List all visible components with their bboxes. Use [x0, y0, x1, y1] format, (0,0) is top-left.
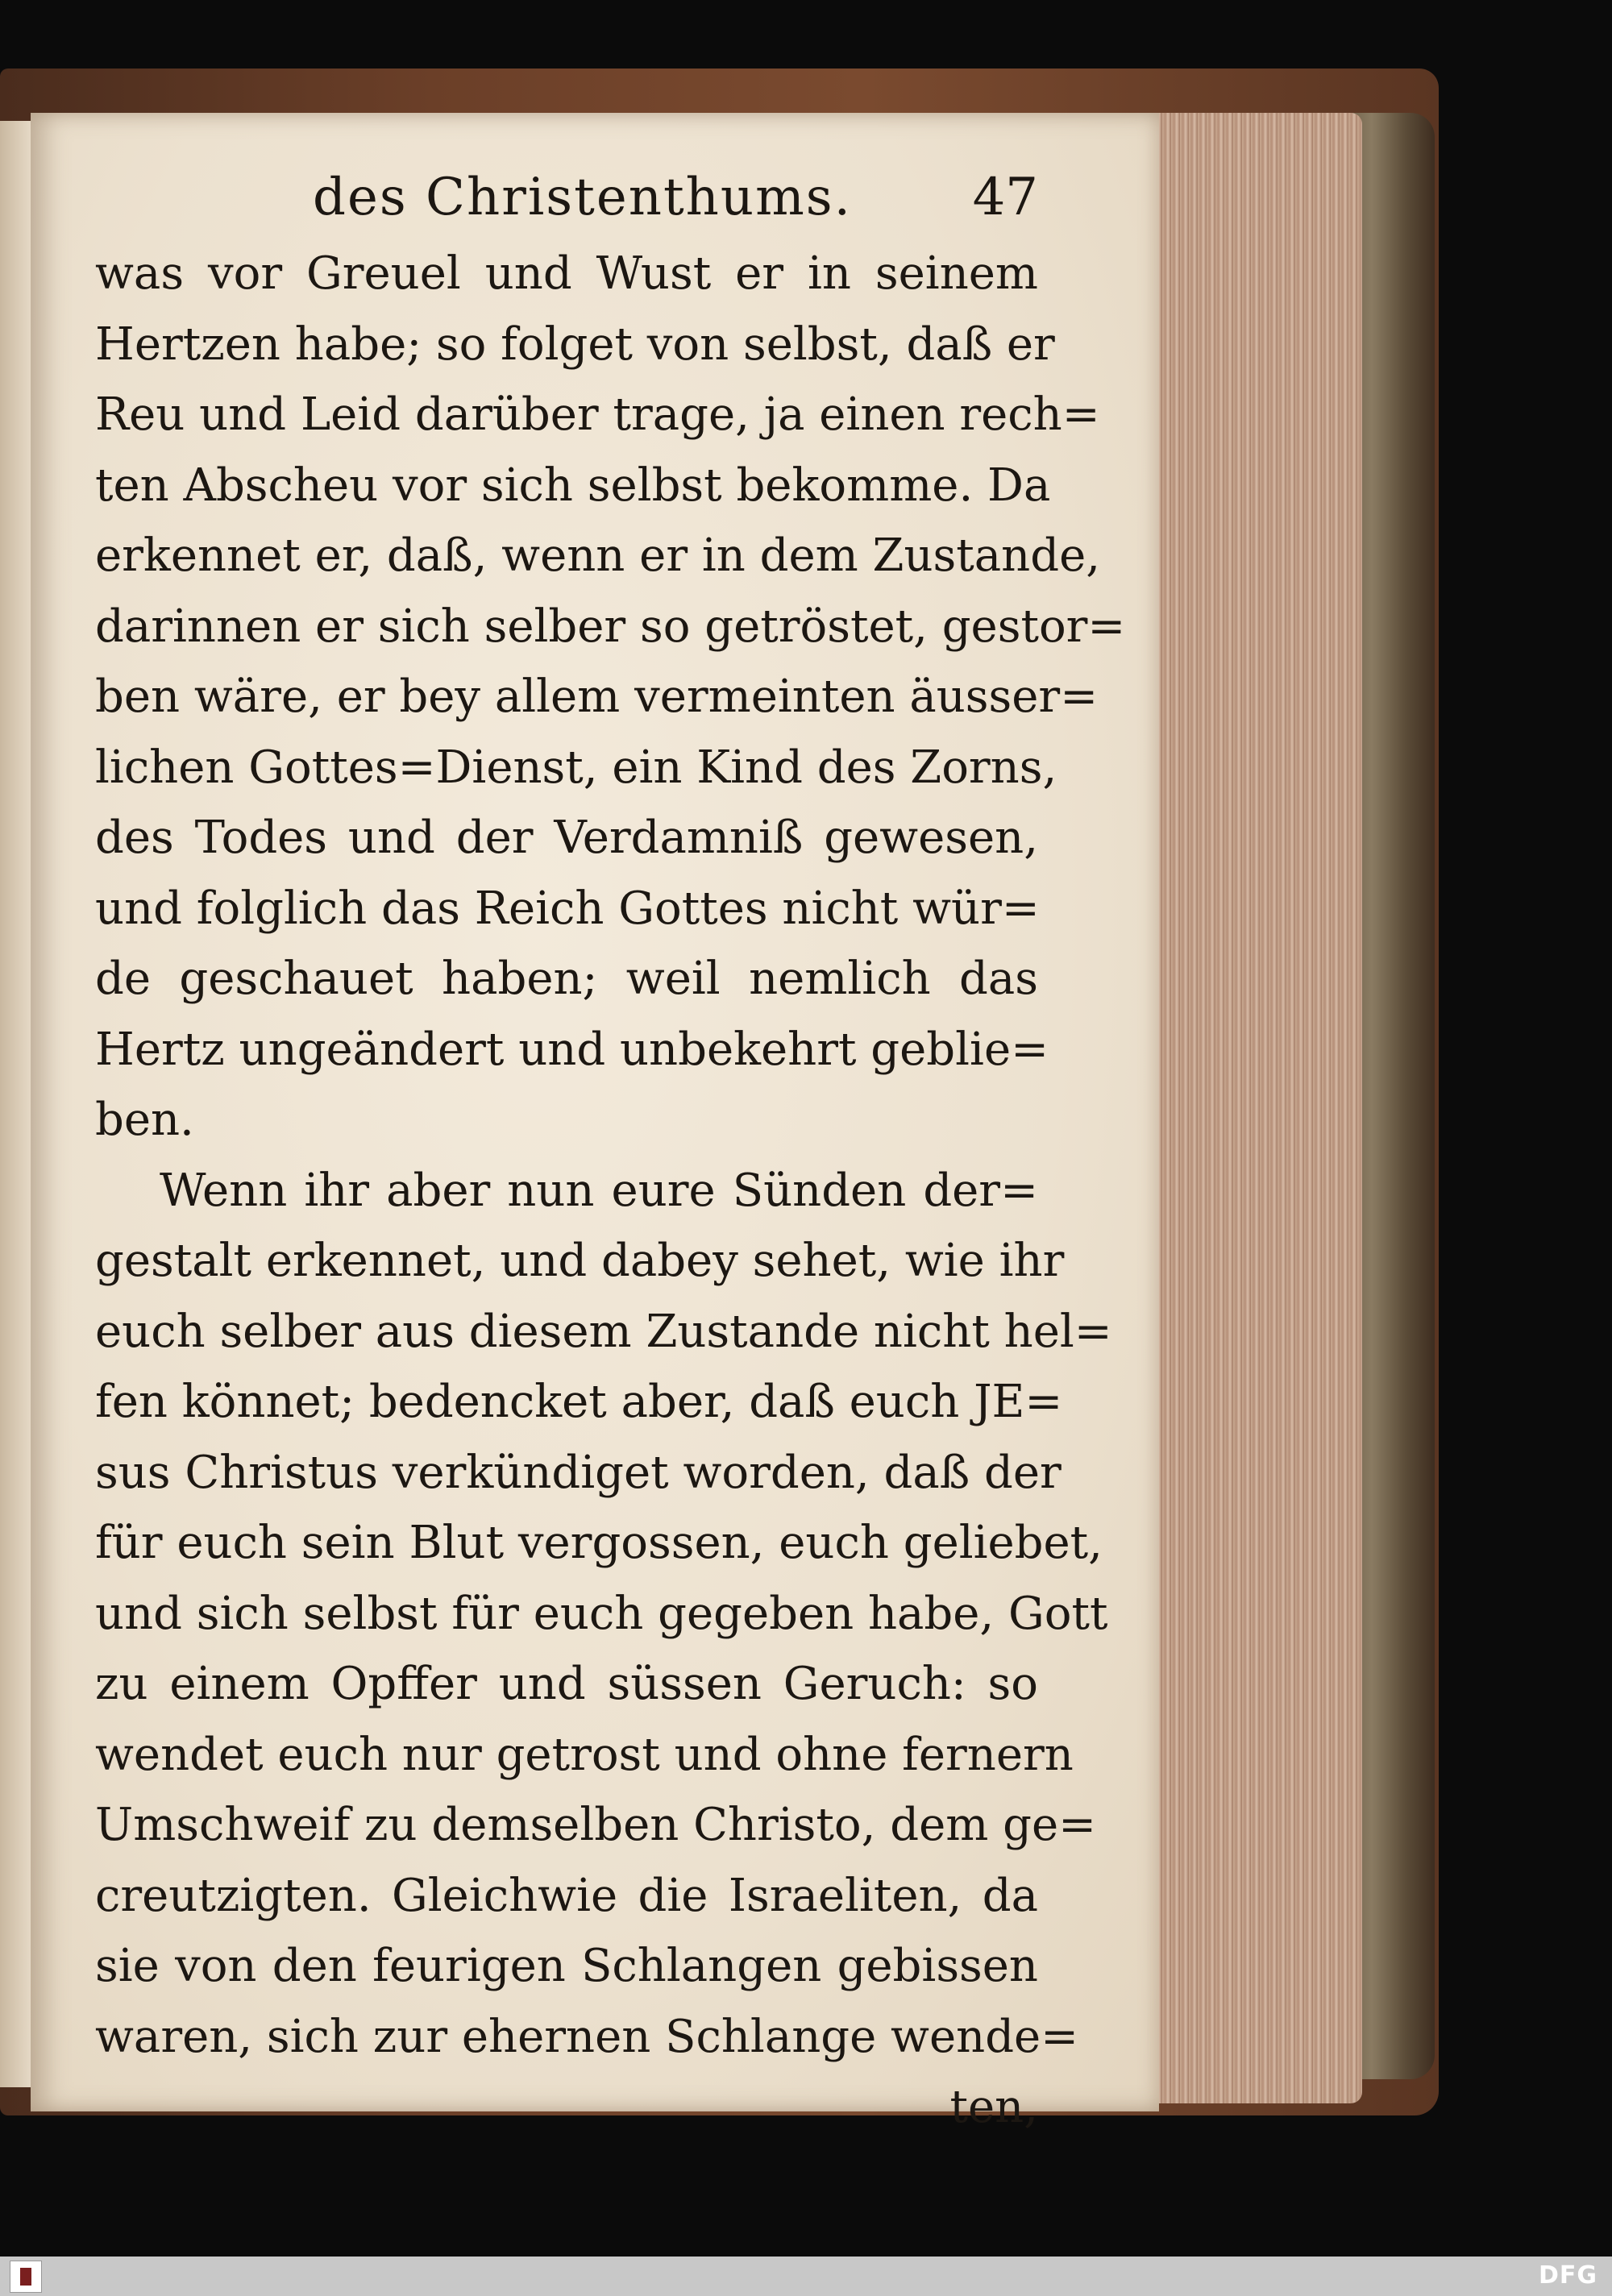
page-block-edges — [1145, 113, 1362, 2103]
catchword: ten, — [949, 2081, 1038, 2133]
paragraph-2 — [95, 1156, 1112, 2073]
paragraph-1 — [95, 239, 1126, 1156]
text-line: was vor Greuel und Wust er in seinem — [95, 247, 1038, 300]
text-line: Hertz ungeändert und unbekehrt geblie= — [95, 1023, 1049, 1076]
text-line: des Todes und der Verdamniß gewesen, — [95, 812, 1038, 864]
text-line: euch selber aus diesem Zustande nicht hel= — [95, 1305, 1112, 1358]
text-line: creutzigten. Gleichwie die Israeliten, da — [95, 1869, 1038, 1922]
text-line: Hertzen habe; so folget von selbst, daß er — [95, 318, 1055, 371]
text-line: sus Christus verkündiget worden, daß der — [95, 1446, 1062, 1499]
text-line: fen könnet; bedencket aber, daß euch JE= — [95, 1376, 1063, 1428]
text-line: zu einem Opffer und süssen Geruch: so — [95, 1658, 1038, 1710]
text-line: waren, sich zur ehernen Schlange wende= — [95, 2010, 1079, 2063]
text-line: lichen Gottes=Dienst, ein Kind des Zorns, — [95, 741, 1057, 794]
page-text — [95, 152, 1126, 2143]
viewer-footer-bar — [0, 2257, 1612, 2296]
text-line: ten Abscheu vor sich selbst bekomme. Da — [95, 459, 1051, 512]
text-line: darinnen er sich selber so getröstet, gestor= — [95, 600, 1126, 653]
library-logo-icon[interactable] — [10, 2261, 42, 2293]
text-line: und folglich das Reich Gottes nicht wür= — [95, 882, 1040, 935]
text-line: wendet euch nur getrost und ohne fernern — [95, 1728, 1074, 1781]
text-line: ben. — [95, 1094, 194, 1146]
facing-page-edge — [0, 121, 34, 2087]
text-line: Reu und Leid darüber trage, ja einen rech= — [95, 388, 1100, 441]
text-line: ben wäre, er bey allem vermeinten äusser= — [95, 671, 1099, 723]
running-head — [95, 152, 1038, 239]
text-line: gestalt erkennet, und dabey sehet, wie ihr — [95, 1235, 1065, 1287]
text-line: und sich selbst für euch gegeben habe, Gott — [95, 1587, 1108, 1640]
text-line: erkennet er, daß, wenn er in dem Zustande, — [95, 529, 1101, 582]
text-line: für euch sein Blut vergossen, euch geliebet, — [95, 1517, 1103, 1569]
text-line: Umschweif zu demselben Christo, dem ge= — [95, 1799, 1097, 1851]
text-line: Wenn ihr aber nun eure Sünden der= — [160, 1164, 1038, 1217]
book-page — [31, 113, 1159, 2133]
running-head-title: des Christenthums. — [313, 168, 852, 227]
text-line: de geschauet haben; weil nemlich das — [95, 953, 1038, 1005]
text-line: sie von den feurigen Schlangen gebissen — [95, 1940, 1038, 1992]
dfg-logo-label[interactable]: DFG — [1538, 2261, 1597, 2290]
page-number: 47 — [972, 168, 1038, 227]
